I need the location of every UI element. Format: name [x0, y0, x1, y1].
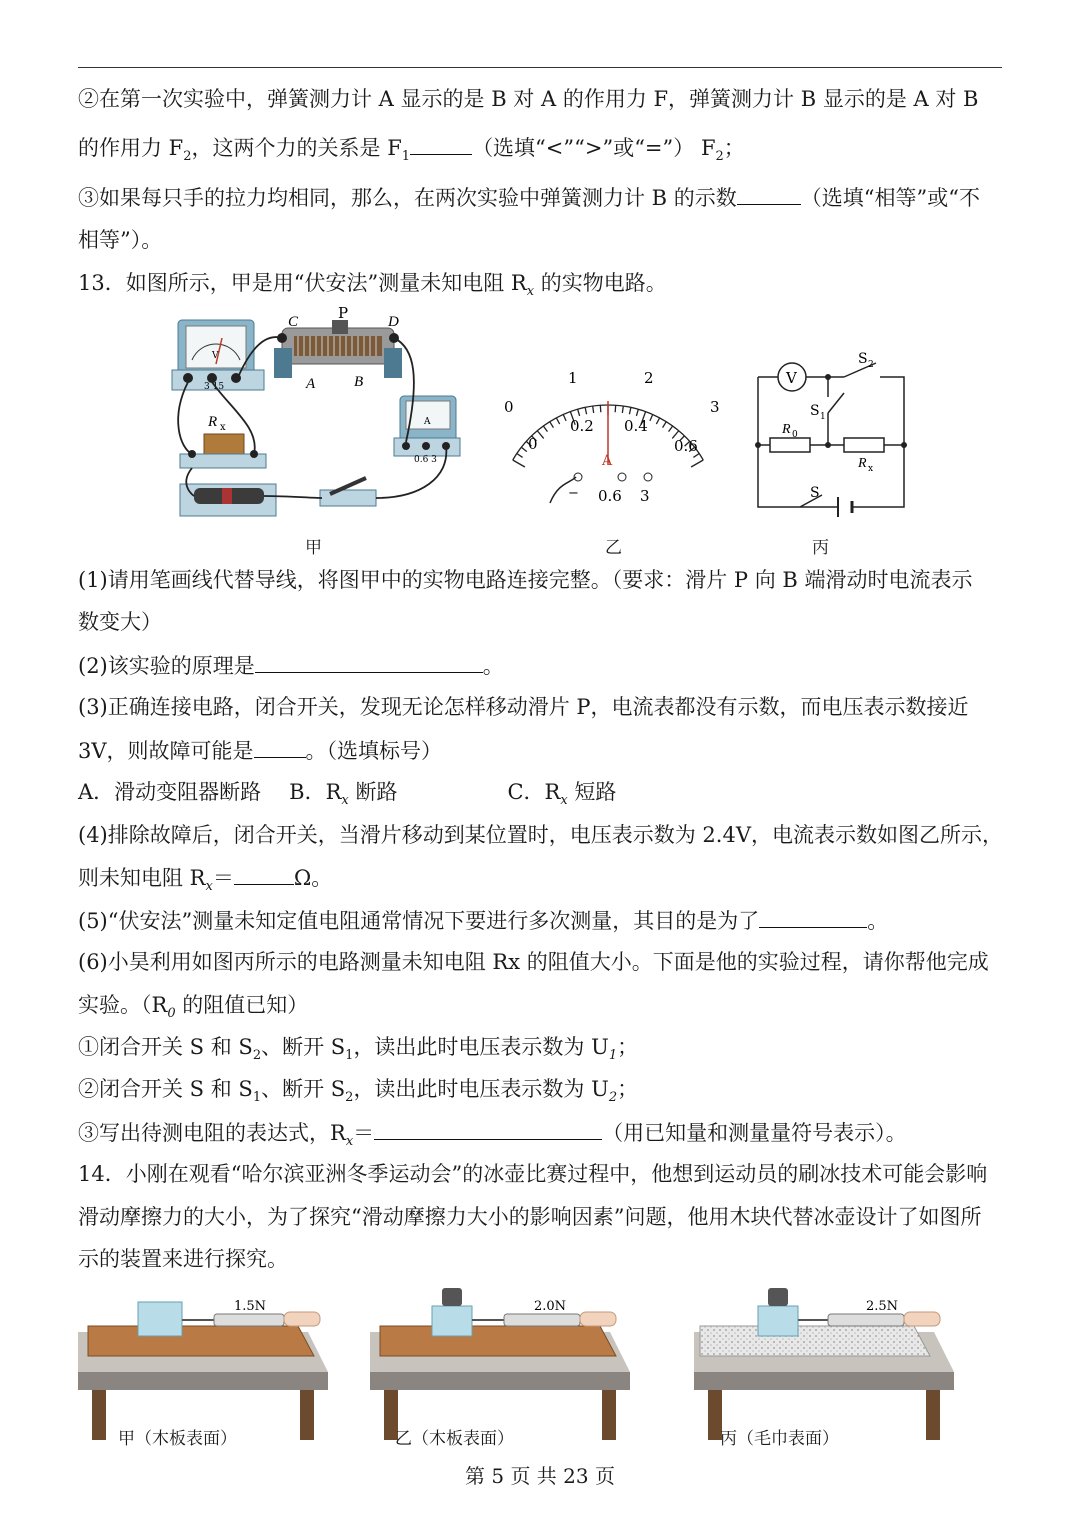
dial-bottom-3: 0.6 [674, 437, 698, 455]
dial-tick [691, 460, 703, 467]
spring-scale [828, 1314, 904, 1326]
caption-bing: 丙 [812, 538, 829, 558]
terminal-3: 3 [640, 487, 650, 505]
rheostat-label-b: B [354, 374, 364, 390]
dial-tick [578, 409, 580, 416]
rheostat-label-a: A [306, 376, 316, 392]
dial-tick [622, 406, 623, 413]
dial-tick [629, 407, 630, 414]
page-footer: 第 5 页 共 23 页 [465, 1464, 615, 1488]
weight [442, 1288, 462, 1306]
svg-text:1: 1 [820, 412, 826, 422]
rheostat-label-c: C [288, 314, 299, 330]
wooden-block [138, 1302, 182, 1336]
dial-tick [537, 431, 543, 439]
setup-yi [370, 1288, 630, 1440]
step-1: ①闭合开关 S 和 $S_2$、断开 $S_1$，读出此时电压表示数为 $U_1$； [78, 1035, 639, 1064]
dial-tick [517, 453, 523, 457]
part-6-line-1: (6)小昊利用如图丙所示的电路测量未知电阻 Rx 的阻值大小。下面是他的实验过程，请你帮他完成 [78, 950, 989, 974]
rx-label: R [208, 414, 218, 430]
ammeter-scale: 0.6 3 [414, 455, 437, 465]
weight [768, 1288, 788, 1306]
rheostat-label-p: P [338, 304, 349, 322]
answer-blank[interactable] [410, 132, 472, 155]
part-3-options: A．滑动变阻器断路 B．$R_x$ 断路 C．$R_x$ 短路 [78, 780, 617, 809]
answer-blank[interactable] [374, 1117, 602, 1140]
dial-top-2: 2 [644, 369, 654, 387]
svg-text:V: V [786, 369, 797, 387]
part-4-line-1: (4)排除故障后，闭合开关，当滑片移动到某位置时，电压表示数为 2.4V，电流表示数如图乙所示， [78, 823, 1003, 847]
part-4-line-2: 则未知电阻 $R_x= \Omega$。 [78, 862, 332, 902]
part-3-line-2: 3V，则故障可能是 。（选填标号） [78, 735, 442, 766]
dial-top-3: 3 [710, 398, 720, 416]
caption-setup-2: 乙（木板表面） [395, 1429, 514, 1449]
dial-tick [650, 415, 653, 421]
label-s1: S [810, 403, 820, 419]
answer-blank[interactable] [255, 650, 483, 673]
ammeter [394, 396, 460, 465]
step-2: ②闭合开关 S 和 $S_1$、断开 $S_2$，读出此时电压表示数为 $U_2$； [78, 1077, 639, 1106]
dial-tick [550, 422, 554, 428]
battery [180, 484, 276, 516]
answer-blank[interactable] [234, 862, 294, 885]
svg-text:0: 0 [792, 430, 798, 440]
question-14-line-1: 14．小刚在观看“哈尔滨亚洲冬季运动会”的冰壶比赛过程中，他想到运动员的刷冰技术可能会影响 [78, 1162, 988, 1186]
dial-tick [556, 418, 559, 424]
question-14-line-2: 滑动摩擦力的大小，为了探究“滑动摩擦力大小的影响因素”问题，他用木块代替冰壶设计了如图所 [78, 1205, 982, 1229]
spring-scale [504, 1314, 580, 1326]
force-reading-1: 1.5N [234, 1299, 267, 1314]
terminal-minus: − [568, 486, 579, 501]
wooden-block [758, 1306, 798, 1336]
label-s2: S [858, 351, 868, 367]
figure-13-jia-circuit [170, 304, 460, 528]
dial-tick [521, 447, 527, 451]
voltmeter-scale: 3 15 [204, 382, 225, 392]
setup-bing [694, 1288, 954, 1440]
question-13-title: 13．如图所示，甲是用“伏安法”测量未知电阻 $R_x$ 的实物电路。 [78, 271, 667, 300]
dial-tick [543, 426, 547, 432]
answer-blank[interactable] [254, 735, 306, 758]
wooden-block [432, 1306, 472, 1336]
figure-14-friction-setups [78, 1292, 1002, 1442]
dial-bottom-0: 0 [528, 435, 538, 453]
dial-tick [593, 406, 594, 413]
step-3: ③写出待测电阻的表达式，$R_x=$ （用已知量和测量量符号表示）。 [78, 1117, 907, 1157]
part-5: (5)“伏安法”测量未知定值电阻通常情况下要进行多次测量，其目的是为了 。 [78, 905, 888, 936]
dial-tick [636, 409, 638, 416]
caption-yi: 乙 [605, 538, 622, 558]
svg-text:x: x [868, 464, 874, 474]
switch [320, 478, 376, 506]
label-r0: R [782, 422, 791, 437]
terminal-06: 0.6 [598, 487, 622, 505]
part-1-line-2: 数变大） [78, 610, 162, 634]
label-rx: R [858, 456, 867, 471]
dial-tick [669, 426, 673, 432]
caption-jia: 甲 [305, 538, 322, 558]
answer-blank[interactable] [737, 182, 801, 205]
answer-blank[interactable] [759, 905, 867, 928]
voltmeter-symbol: V [212, 351, 219, 361]
setup-jia [78, 1299, 328, 1440]
part-6-line-2: 实验。（$R_0$ 的阻值已知） [78, 993, 309, 1022]
dial-tick [656, 418, 659, 424]
question-14-line-3: 示的装置来进行探究。 [78, 1247, 288, 1271]
dial-top-0: 0 [504, 398, 514, 416]
dial-tick [513, 460, 525, 467]
dial-tick [585, 407, 586, 414]
figure-13-yi-ammeter-dial [498, 365, 728, 515]
part-2: (2)该实验的原理是 。 [78, 650, 504, 681]
spring-scale [214, 1314, 284, 1326]
text-line-1: ②在第一次实验中，弹簧测力计 A 显示的是 B 对 A 的作用力 F，弹簧测力计 B 显示的是 A 对 B [78, 87, 979, 111]
dial-tick [663, 422, 667, 428]
text-line-3: ③如果每只手的拉力均相同，那么，在两次实验中弹簧测力计 B 的示数 （选填“相等”或“不 [78, 182, 980, 213]
rheostat [274, 304, 402, 392]
force-reading-2: 2.0N [534, 1299, 567, 1314]
rx-resistor [180, 414, 266, 468]
rheostat-label-d: D [388, 314, 399, 330]
caption-setup-3: 丙（毛巾表面） [720, 1429, 839, 1449]
figure-13-bing-circuit-diagram [752, 345, 922, 525]
dial-bottom-2: 0.4 [624, 417, 648, 435]
header-rule [78, 67, 1002, 68]
part-1-line-1: (1)请用笔画线代替导线，将图甲中的实物电路连接完整。（要求：滑片 P 向 B 端滑动时电流表示 [78, 568, 973, 592]
svg-text:x: x [220, 422, 226, 433]
label-s: S [810, 485, 820, 501]
dial-tick [563, 415, 566, 421]
force-reading-3: 2.5N [866, 1299, 899, 1314]
dial-unit: A [602, 453, 613, 469]
text-line-2: 的作用力 $F_2$，这两个力的关系是 $F_1$ （选填“<”“>”或“=”） $F_2$； [78, 132, 745, 172]
caption-setup-1: 甲（木板表面） [118, 1429, 237, 1449]
ammeter-symbol: A [424, 417, 431, 427]
part-3-line-1: (3)正确连接电路，闭合开关，发现无论怎样移动滑片 P，电流表都没有示数，而电压表示数接近 [78, 695, 969, 719]
dial-top-1: 1 [568, 369, 578, 387]
text-line-4: 相等”）。 [78, 228, 163, 252]
dial-bottom-1: 0.2 [570, 417, 594, 435]
svg-text:2: 2 [868, 360, 874, 370]
